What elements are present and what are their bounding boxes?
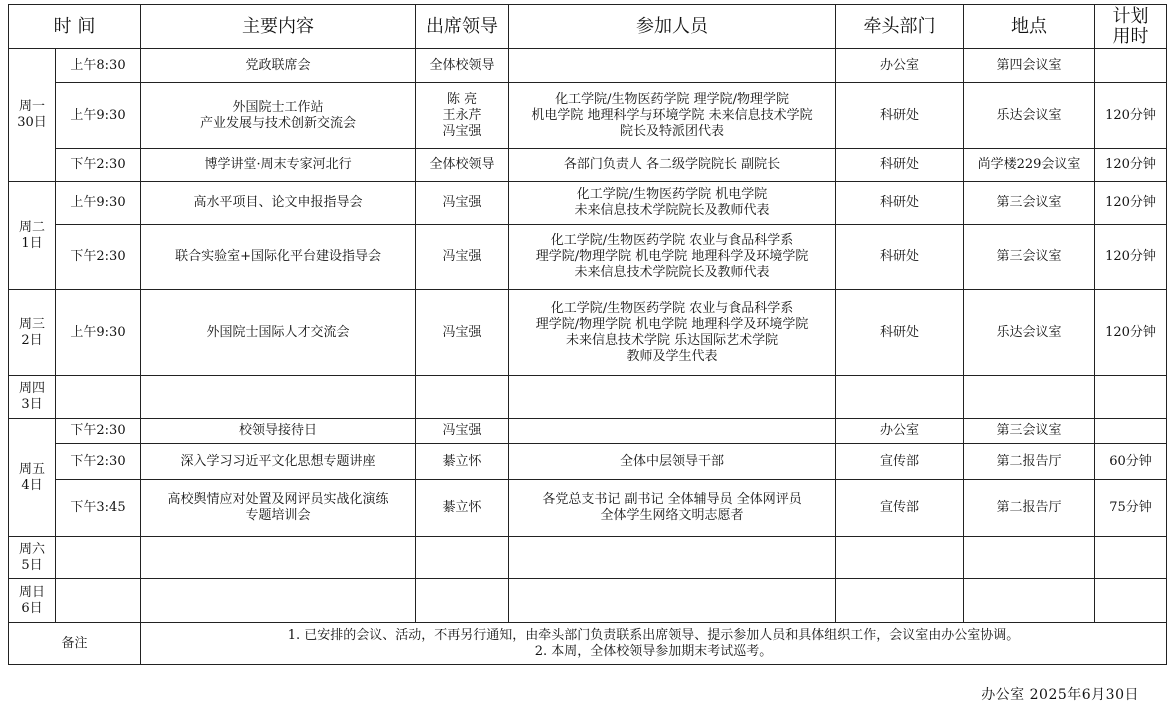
duration-cell	[1095, 579, 1167, 623]
dept-cell: 科研处	[836, 290, 964, 376]
time-cell: 下午3:45	[56, 480, 141, 537]
schedule-table	[8, 4, 1167, 665]
header-attendees: 参加人员	[509, 5, 836, 49]
header-leaders: 出席领导	[416, 5, 509, 49]
content-cell: 高校舆情应对处置及网评员实战化演练 专题培训会	[141, 480, 416, 537]
attendees-cell	[509, 537, 836, 579]
leaders-cell: 綦立怀	[416, 444, 509, 480]
dept-cell: 科研处	[836, 225, 964, 290]
table-row	[9, 182, 1167, 225]
attendees-cell: 各部门负责人 各二级学院院长 副院长	[509, 149, 836, 182]
leaders-cell	[416, 376, 509, 419]
duration-cell	[1095, 376, 1167, 419]
dept-cell: 宣传部	[836, 480, 964, 537]
header-location: 地点	[964, 5, 1095, 49]
notes-content	[141, 623, 1167, 665]
footer-signature: 办公室 2025年6月30日	[981, 687, 1139, 703]
attendees-cell: 化工学院/生物医药学院 机电学院 未来信息技术学院院长及教师代表	[509, 182, 836, 225]
header-content: 主要内容	[141, 5, 416, 49]
table-row	[9, 83, 1167, 149]
leaders-cell: 冯宝强	[416, 419, 509, 444]
time-cell	[56, 579, 141, 623]
leaders-cell	[416, 579, 509, 623]
content-cell: 深入学习习近平文化思想专题讲座	[141, 444, 416, 480]
location-cell: 第三会议室	[964, 419, 1095, 444]
table-row	[9, 444, 1167, 480]
table-row	[9, 225, 1167, 290]
content-cell: 校领导接待日	[141, 419, 416, 444]
day-cell: 周二 1日	[9, 182, 56, 290]
content-cell	[141, 376, 416, 419]
leaders-cell: 冯宝强	[416, 290, 509, 376]
table-row	[9, 376, 1167, 419]
time-cell	[56, 537, 141, 579]
note-line: 2. 本周，全体校领导参加期末考试巡考。	[534, 643, 773, 659]
attendees-cell	[509, 376, 836, 419]
leaders-cell: 陈 亮 王永芹 冯宝强	[416, 83, 509, 149]
duration-cell: 120分钟	[1095, 83, 1167, 149]
duration-cell: 120分钟	[1095, 290, 1167, 376]
notes-row	[9, 623, 1167, 665]
duration-cell: 75分钟	[1095, 480, 1167, 537]
dept-cell: 科研处	[836, 182, 964, 225]
table-row	[9, 480, 1167, 537]
attendees-cell	[509, 579, 836, 623]
dept-cell	[836, 579, 964, 623]
time-cell: 下午2:30	[56, 225, 141, 290]
leaders-cell: 全体校领导	[416, 149, 509, 182]
duration-cell	[1095, 49, 1167, 83]
header-plan: 计划 用时	[1095, 5, 1167, 49]
table-row	[9, 419, 1167, 444]
dept-cell: 科研处	[836, 149, 964, 182]
attendees-cell: 化工学院/生物医药学院 理学院/物理学院 机电学院 地理科学与环境学院 未来信息技术学院 院长及特派团代表	[509, 83, 836, 149]
time-cell: 上午9:30	[56, 83, 141, 149]
header-time: 时 间	[9, 5, 141, 49]
duration-cell	[1095, 419, 1167, 444]
content-cell	[141, 579, 416, 623]
dept-cell: 科研处	[836, 83, 964, 149]
dept-cell	[836, 376, 964, 419]
content-cell	[141, 537, 416, 579]
duration-cell: 120分钟	[1095, 182, 1167, 225]
location-cell: 乐达会议室	[964, 290, 1095, 376]
location-cell	[964, 537, 1095, 579]
day-cell: 周日 6日	[9, 579, 56, 623]
time-cell: 下午2:30	[56, 419, 141, 444]
dept-cell: 办公室	[836, 419, 964, 444]
location-cell: 第三会议室	[964, 182, 1095, 225]
location-cell	[964, 579, 1095, 623]
time-cell: 上午9:30	[56, 290, 141, 376]
location-cell	[964, 376, 1095, 419]
duration-cell: 120分钟	[1095, 225, 1167, 290]
content-cell: 高水平项目、论文申报指导会	[141, 182, 416, 225]
dept-cell: 办公室	[836, 49, 964, 83]
attendees-cell: 化工学院/生物医药学院 农业与食品科学系 理学院/物理学院 机电学院 地理科学及环境学院 未来信息技术学院院长及教师代表	[509, 225, 836, 290]
duration-cell: 120分钟	[1095, 149, 1167, 182]
content-cell: 外国院士国际人才交流会	[141, 290, 416, 376]
duration-cell	[1095, 537, 1167, 579]
attendees-cell: 全体中层领导干部	[509, 444, 836, 480]
table-row	[9, 149, 1167, 182]
day-cell: 周六 5日	[9, 537, 56, 579]
table-row	[9, 290, 1167, 376]
leaders-cell: 綦立怀	[416, 480, 509, 537]
day-cell: 周四 3日	[9, 376, 56, 419]
time-cell: 上午8:30	[56, 49, 141, 83]
location-cell: 第四会议室	[964, 49, 1095, 83]
duration-cell: 60分钟	[1095, 444, 1167, 480]
time-cell: 下午2:30	[56, 444, 141, 480]
dept-cell	[836, 537, 964, 579]
notes-label: 备注	[9, 623, 141, 665]
day-cell: 周三 2日	[9, 290, 56, 376]
content-cell: 博学讲堂·周末专家河北行	[141, 149, 416, 182]
attendees-cell: 各党总支书记 副书记 全体辅导员 全体网评员 全体学生网络文明志愿者	[509, 480, 836, 537]
location-cell: 第二报告厅	[964, 444, 1095, 480]
table-row	[9, 49, 1167, 83]
note-line: 1. 已安排的会议、活动，不再另行通知，由牵头部门负责联系出席领导、提示参加人员和具体组织工作，会议室由办公室协调。	[287, 627, 1020, 643]
attendees-cell: 化工学院/生物医药学院 农业与食品科学系 理学院/物理学院 机电学院 地理科学及环境学院 未来信息技术学院 乐达国际艺术学院 教师及学生代表	[509, 290, 836, 376]
content-cell: 党政联席会	[141, 49, 416, 83]
time-cell: 下午2:30	[56, 149, 141, 182]
header-row	[9, 5, 1167, 49]
dept-cell: 宣传部	[836, 444, 964, 480]
location-cell: 尚学楼229会议室	[964, 149, 1095, 182]
location-cell: 第二报告厅	[964, 480, 1095, 537]
table-row	[9, 579, 1167, 623]
header-dept: 牵头部门	[836, 5, 964, 49]
day-cell: 周一 30日	[9, 49, 56, 182]
content-cell: 外国院士工作站 产业发展与技术创新交流会	[141, 83, 416, 149]
time-cell: 上午9:30	[56, 182, 141, 225]
day-cell: 周五 4日	[9, 419, 56, 537]
leaders-cell: 冯宝强	[416, 225, 509, 290]
attendees-cell	[509, 419, 836, 444]
leaders-cell	[416, 537, 509, 579]
location-cell: 乐达会议室	[964, 83, 1095, 149]
content-cell: 联合实验室+国际化平台建设指导会	[141, 225, 416, 290]
table-row	[9, 537, 1167, 579]
location-cell: 第三会议室	[964, 225, 1095, 290]
leaders-cell: 冯宝强	[416, 182, 509, 225]
time-cell	[56, 376, 141, 419]
leaders-cell: 全体校领导	[416, 49, 509, 83]
attendees-cell	[509, 49, 836, 83]
